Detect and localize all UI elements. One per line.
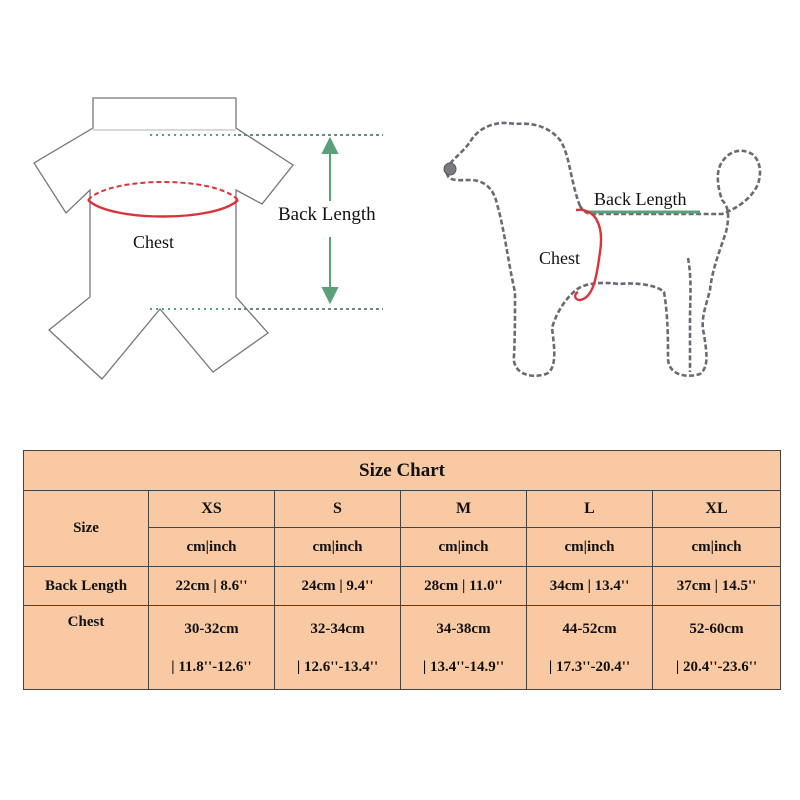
size-xs-header: XS (149, 491, 275, 528)
chest-m-inch: | 13.4''-14.9'' (422, 658, 505, 675)
chest-xs (149, 606, 275, 690)
chest-xs-cm: 30-32cm (184, 620, 239, 637)
size-m-header: M (401, 491, 527, 528)
back-length-m: 28cm | 11.0'' (401, 567, 527, 606)
chest-s-inch: | 12.6''-13.4'' (296, 658, 379, 675)
chest-s (275, 606, 401, 690)
unit-label: cm|inch (653, 528, 781, 567)
back-length-row-label: Back Length (24, 567, 149, 606)
chest-xl-inch: | 20.4''-23.6'' (675, 658, 758, 675)
chest-l-inch: | 17.3''-20.4'' (548, 658, 631, 675)
right-chest-label: Chest (539, 248, 581, 268)
back-length-s: 24cm | 9.4'' (275, 567, 401, 606)
left-chest-label: Chest (133, 232, 175, 252)
unit-label: cm|inch (527, 528, 653, 567)
size-l-header: L (527, 491, 653, 528)
dog-outline (447, 123, 760, 376)
chest-row (24, 606, 781, 690)
chest-xl (653, 606, 781, 690)
right-back-length-label: Back Length (594, 189, 687, 209)
left-back-length-label: Back Length (278, 204, 376, 225)
back-length-xs: 22cm | 8.6'' (149, 567, 275, 606)
chest-xl-cm: 52-60cm (689, 620, 744, 637)
chest-m-cm: 34-38cm (436, 620, 491, 637)
size-header: Size (24, 491, 149, 567)
unit-label: cm|inch (149, 528, 275, 567)
chest-l (527, 606, 653, 690)
chest-l-cm: 44-52cm (562, 620, 617, 637)
chest-m (401, 606, 527, 690)
size-chart-title: Size Chart (24, 451, 781, 491)
unit-label: cm|inch (401, 528, 527, 567)
dog-nose (444, 163, 456, 175)
back-length-l: 34cm | 13.4'' (527, 567, 653, 606)
chest-s-cm: 32-34cm (310, 620, 365, 637)
unit-label: cm|inch (275, 528, 401, 567)
chest-row-label: Chest (24, 606, 149, 690)
back-length-xl: 37cm | 14.5'' (653, 567, 781, 606)
size-xl-header: XL (653, 491, 781, 528)
chest-xs-inch: | 11.8''-12.6'' (171, 658, 252, 675)
size-s-header: S (275, 491, 401, 528)
back-length-row (24, 567, 781, 606)
size-chart-table (23, 450, 781, 690)
